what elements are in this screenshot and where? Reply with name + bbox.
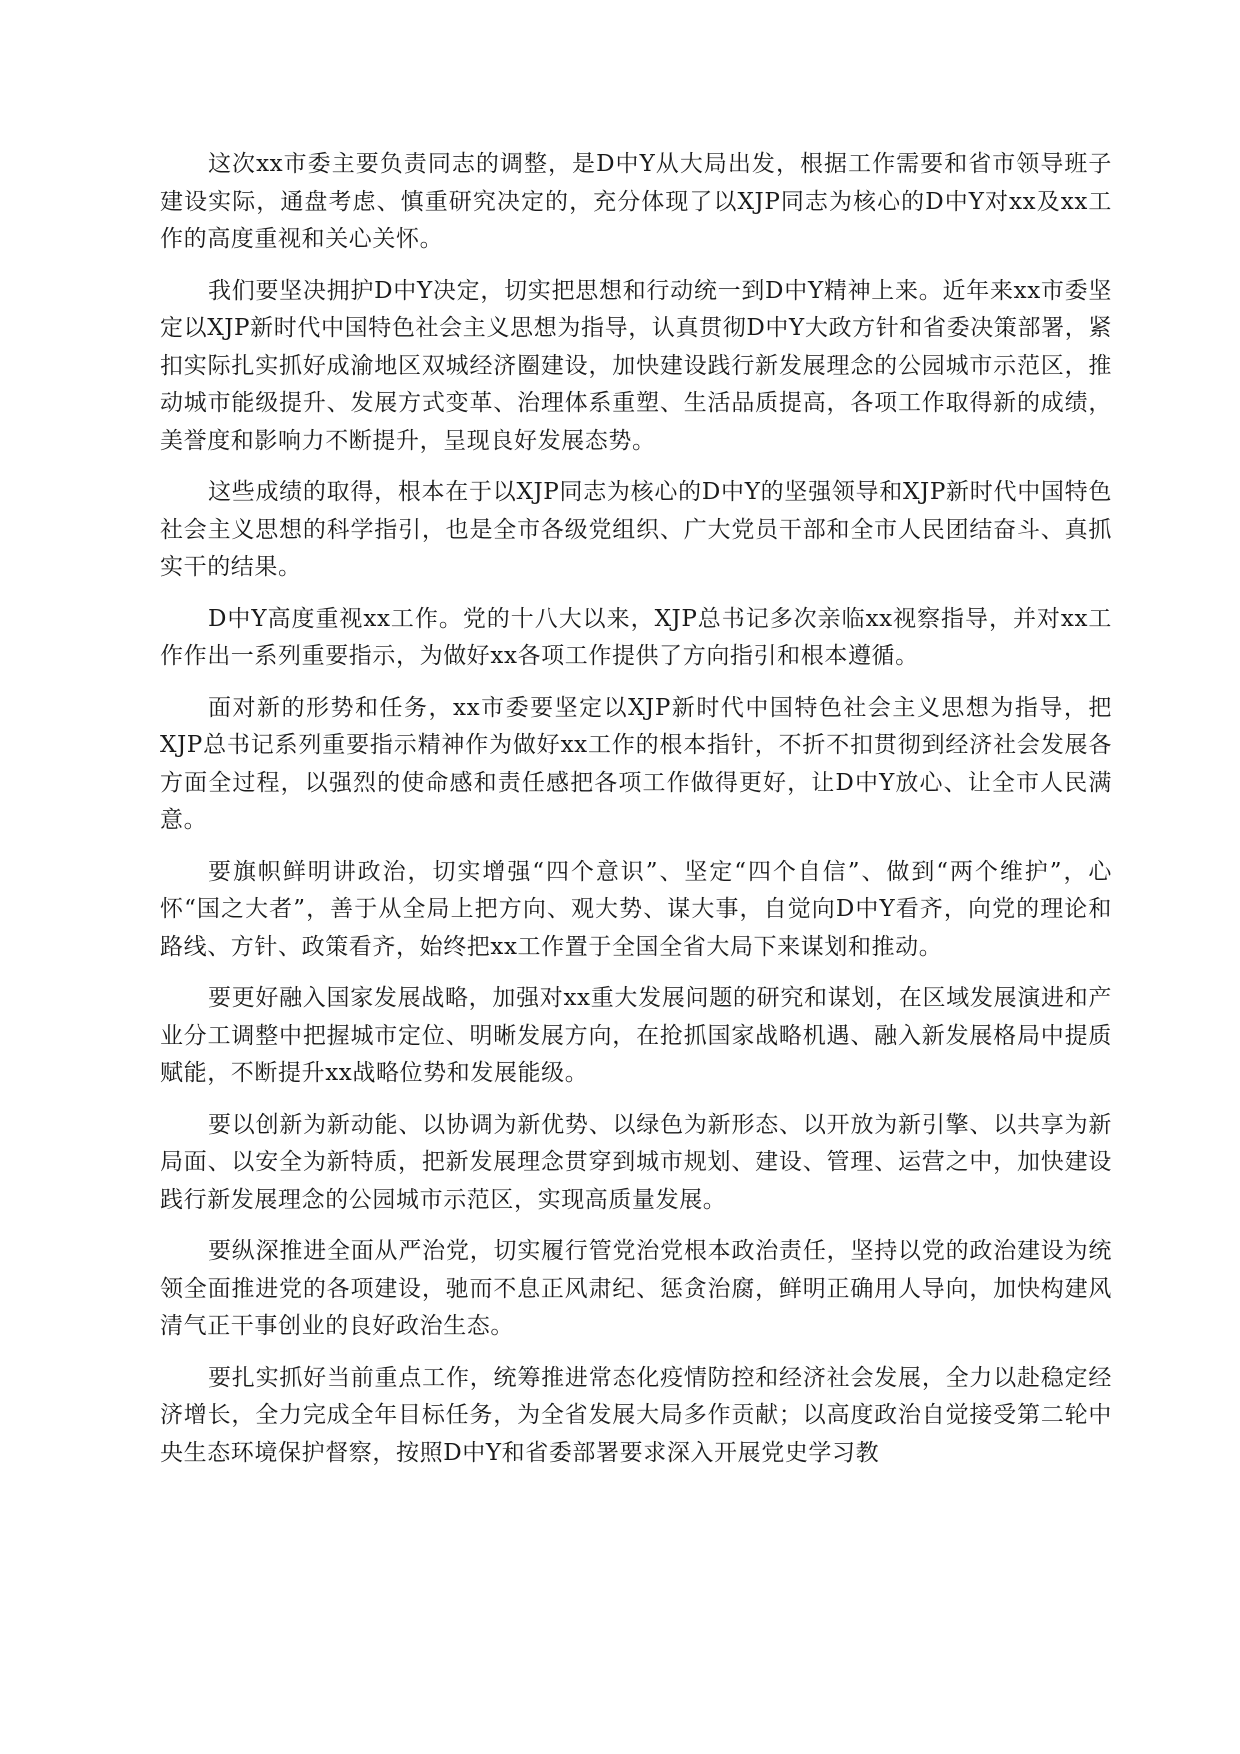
paragraph-1: 这次xx市委主要负责同志的调整，是D中Y从大局出发，根据工作需要和省市领导班子建设实际，通盘考虑、慎重研究决定的，充分体现了以XJP同志为核心的D中Y对xx及xx工作的高度重视和关心关怀。 [160, 151, 1112, 252]
paragraph-10: 要扎实抓好当前重点工作，统筹推进常态化疫情防控和经济社会发展，全力以赴稳定经济增长，全力完成全年目标任务，为全省发展大局多作贡献；以高度政治自觉接受第二轮中央生态环境保护督察，按照D中Y和省委部署要求深入开展党史学习教 [160, 1364, 1112, 1466]
paragraph-8: 要以创新为新动能、以协调为新优势、以绿色为新形态、以开放为新引擎、以共享为新局面、以安全为新特质，把新发展理念贯穿到城市规划、建设、管理、运营之中，加快建设践行新发展理念的公园城市示范区，实现高质量发展。 [160, 1111, 1112, 1213]
paragraph-9: 要纵深推进全面从严治党，切实履行管党治党根本政治责任，坚持以党的政治建设为统领全面推进党的各项建设，驰而不息正风肃纪、惩贪治腐，鲜明正确用人导向，加快构建风清气正干事创业的良好政治生态。 [160, 1238, 1112, 1339]
paragraph-7: 要更好融入国家发展战略，加强对xx重大发展问题的研究和谋划，在区域发展演进和产业分工调整中把握城市定位、明晰发展方向，在抢抓国家战略机遇、融入新发展格局中提质赋能，不断提升xx战略位势和发展能级。 [160, 985, 1112, 1086]
paragraph-5: 面对新的形势和任务，xx市委要坚定以XJP新时代中国特色社会主义思想为指导，把XJP总书记系列重要指示精神作为做好xx工作的根本指针，不折不扣贯彻到经济社会发展各方面全过程，以强烈的使命感和责任感把各项工作做得更好，让D中Y放心、让全市人民满意。 [160, 694, 1112, 833]
paragraph-3: 这些成绩的取得，根本在于以XJP同志为核心的D中Y的坚强领导和XJP新时代中国特色社会主义思想的科学指引，也是全市各级党组织、广大党员干部和全市人民团结奋斗、真抓实干的结果。 [160, 479, 1112, 580]
paragraph-6: 要旗帜鲜明讲政治，切实增强“四个意识”、坚定“四个自信”、做到“两个维护”，心怀“国之大者”，善于从全局上把方向、观大势、谋大事，自觉向D中Y看齐，向党的理论和路线、方针、政策看齐，始终把xx工作置于全国全省大局下来谋划和推动。 [160, 858, 1112, 960]
paragraph-4: D中Y高度重视xx工作。党的十八大以来，XJP总书记多次亲临xx视察指导，并对xx工作作出一系列重要指示，为做好xx各项工作提供了方向指引和根本遵循。 [160, 605, 1112, 669]
document-body [160, 146, 1112, 1486]
paragraph-2: 我们要坚决拥护D中Y决定，切实把思想和行动统一到D中Y精神上来。近年来xx市委坚定以XJP新时代中国特色社会主义思想为指导，认真贯彻D中Y大政方针和省委决策部署，紧扣实际扎实抓好成渝地区双城经济圈建设，加快建设践行新发展理念的公园城市示范区，推动城市能级提升、发展方式变革、治理体系重塑、生活品质提高，各项工作取得新的成绩，美誉度和影响力不断提升，呈现良好发展态势。 [160, 277, 1112, 454]
